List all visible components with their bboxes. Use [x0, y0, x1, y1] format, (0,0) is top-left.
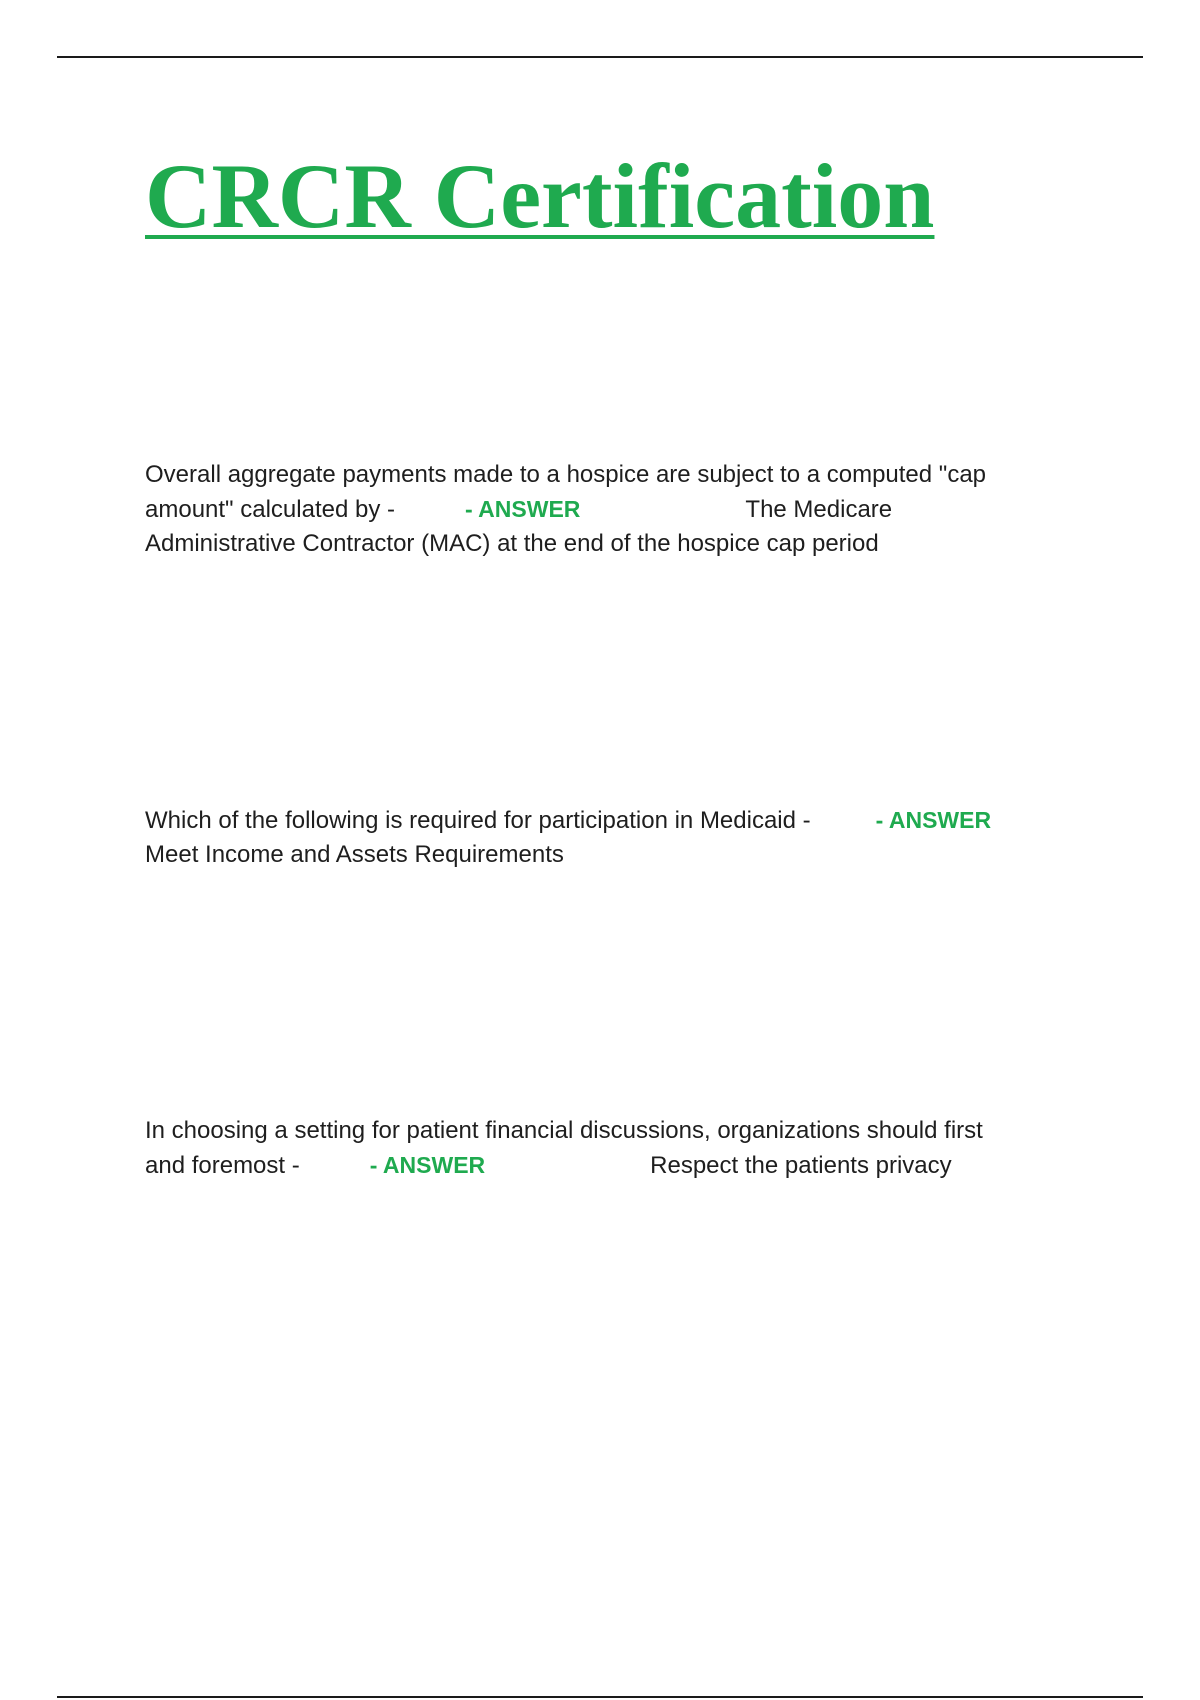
- qa-item-1: [145, 458, 986, 561]
- answer-text-line: Meet Income and Assets Requirements: [145, 841, 564, 868]
- question-text-line: amount" calculated by -: [145, 496, 395, 523]
- answer-text: The Medicare: [745, 496, 893, 523]
- qa-item-2: [145, 803, 991, 872]
- answer-label: - ANSWER: [369, 1152, 486, 1178]
- question-text-line: Which of the following is required for participation in Medicaid -: [145, 807, 811, 834]
- question-answer-line: [145, 492, 986, 527]
- question-text-line: In choosing a setting for patient financial discussions, organizations should first: [145, 1117, 983, 1144]
- document-title: CRCR Certification: [145, 145, 935, 247]
- header-rule: [57, 56, 1143, 58]
- question-answer-line: [145, 803, 991, 838]
- answer-label: - ANSWER: [875, 807, 992, 833]
- question-text-line: Overall aggregate payments made to a hospice are subject to a computed "cap: [145, 461, 987, 488]
- answer-text: Respect the patients privacy: [650, 1152, 952, 1179]
- question-text-line: and foremost -: [145, 1152, 300, 1179]
- qa-item-3: [145, 1114, 983, 1183]
- footer-rule: [57, 1696, 1143, 1698]
- answer-text-line: Administrative Contractor (MAC) at the end of the hospice cap period: [145, 530, 879, 557]
- question-answer-line: [145, 1148, 983, 1183]
- answer-label: - ANSWER: [464, 496, 581, 522]
